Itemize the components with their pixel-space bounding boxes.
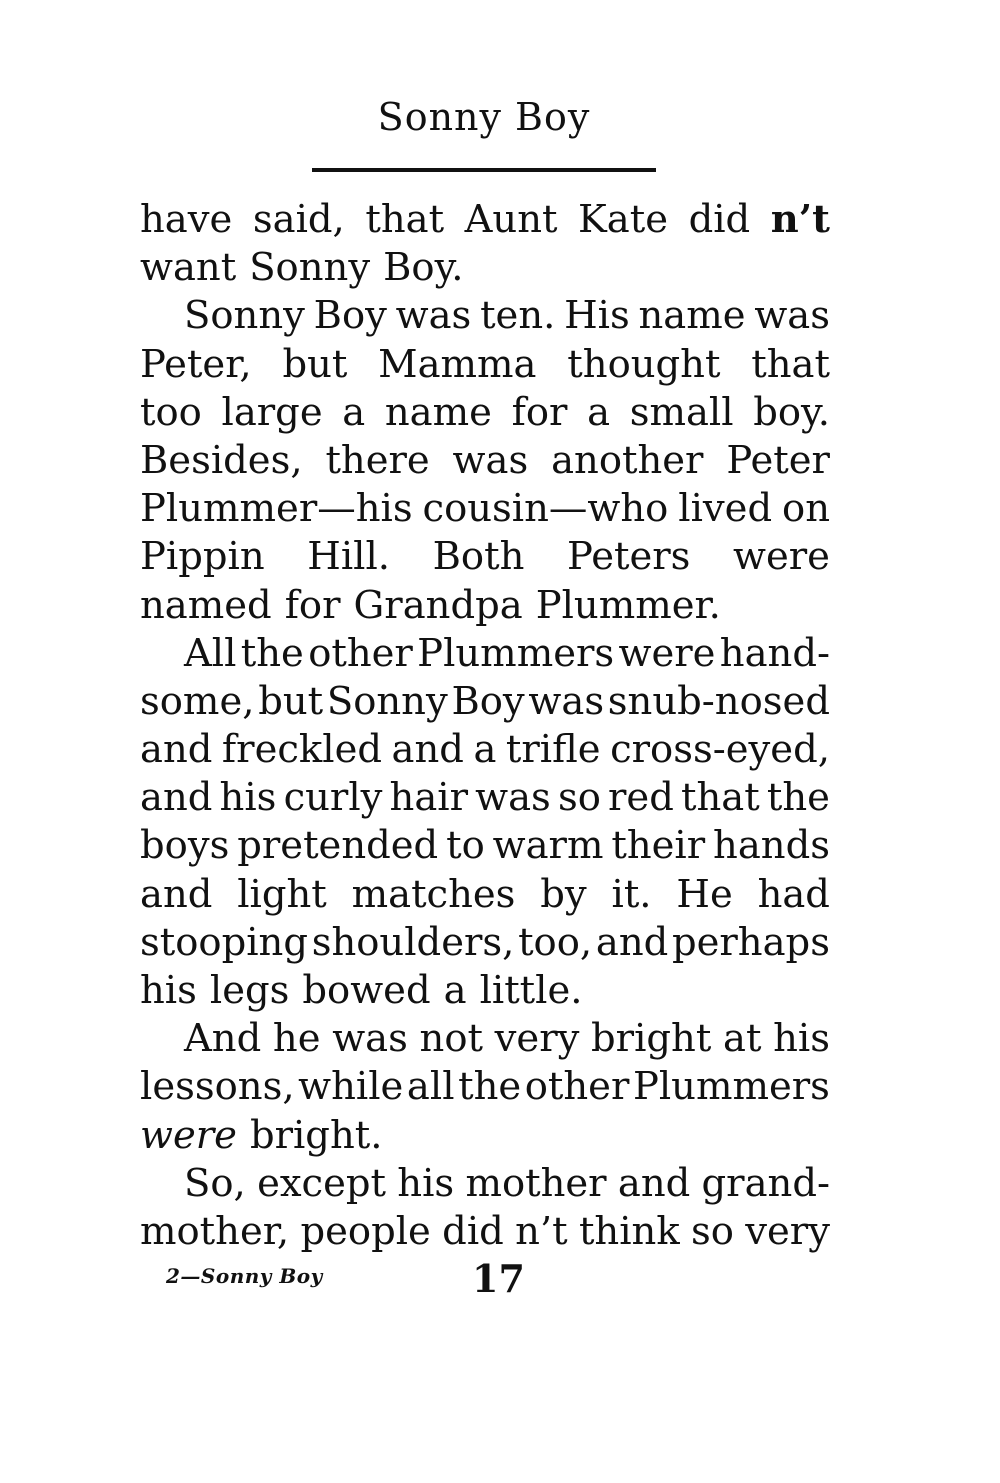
word: was <box>332 1016 408 1062</box>
word: were <box>733 534 830 580</box>
word: but <box>282 341 348 387</box>
word: lessons, <box>140 1064 295 1110</box>
word: and <box>140 871 213 917</box>
word: matches <box>351 871 516 917</box>
word: curly <box>283 775 383 821</box>
word: boy. <box>753 389 830 435</box>
word: other <box>308 630 413 676</box>
word: was <box>528 678 605 724</box>
word: bowed <box>302 968 431 1013</box>
word: their <box>611 823 706 869</box>
word: mother, <box>140 1208 290 1254</box>
word: freckled <box>221 727 382 773</box>
word: Sonny <box>249 245 371 291</box>
text-line <box>140 292 830 340</box>
text-line <box>140 1063 830 1111</box>
word: think <box>578 1208 680 1254</box>
word: that <box>681 775 760 821</box>
text-line <box>140 822 830 870</box>
word: but <box>258 678 324 724</box>
word: for <box>284 582 341 628</box>
text-line <box>140 967 830 1015</box>
word: the <box>240 630 304 676</box>
word: hair <box>389 775 468 821</box>
text-line <box>140 678 830 726</box>
word: so <box>557 775 601 821</box>
word: a <box>443 968 467 1013</box>
word: trifle <box>505 727 601 773</box>
word: Sonny <box>326 678 448 724</box>
word: Boy. <box>383 245 464 291</box>
word: very <box>494 1016 580 1062</box>
text-line <box>140 196 830 244</box>
word: boys <box>140 823 230 869</box>
word: red <box>608 775 674 821</box>
word: Aunt <box>464 197 558 242</box>
word: bright <box>591 1016 712 1062</box>
word: lived <box>678 486 773 532</box>
word: a <box>342 389 366 435</box>
word: And <box>184 1016 262 1062</box>
word: name <box>638 293 746 339</box>
word: some, <box>140 678 255 724</box>
word: little. <box>479 968 583 1013</box>
word: at <box>722 1016 762 1062</box>
word: that <box>751 341 830 387</box>
word: on <box>782 486 830 532</box>
word: and <box>140 775 213 821</box>
word: His <box>564 293 630 339</box>
word: small <box>629 389 734 435</box>
word: for <box>511 389 568 435</box>
word: Besides, <box>140 437 303 483</box>
word: Peter <box>726 437 830 483</box>
signature-mark: 2—Sonny Boy <box>166 1264 323 1288</box>
word: and <box>140 727 213 773</box>
text-line <box>140 871 830 919</box>
page-number: 17 <box>472 1256 525 1301</box>
word: did <box>688 197 751 242</box>
word: he <box>272 1016 321 1062</box>
word: stooping <box>140 919 308 965</box>
text-line <box>140 919 830 967</box>
word: was <box>475 775 551 821</box>
word: another <box>551 437 704 483</box>
word: his <box>773 1016 830 1062</box>
word: his <box>397 1160 455 1206</box>
word: not <box>419 1016 483 1062</box>
word: legs <box>209 968 290 1013</box>
word: He <box>676 871 733 917</box>
word: too <box>140 389 202 435</box>
text-line <box>140 341 830 389</box>
word: his <box>140 968 197 1013</box>
word: was <box>395 293 472 339</box>
text-line <box>140 582 830 630</box>
word: the <box>458 1064 522 1110</box>
running-header: Sonny Boy <box>377 95 591 139</box>
word: mother <box>465 1160 607 1206</box>
word: Mamma <box>378 341 537 387</box>
word: snub-nosed <box>607 678 830 724</box>
word: pretended <box>237 823 439 869</box>
text-line <box>140 630 830 678</box>
word: that <box>365 197 445 242</box>
word: a <box>473 727 497 773</box>
word: warm <box>492 823 604 869</box>
word: Plummer. <box>535 582 721 628</box>
word: Kate <box>578 197 669 242</box>
word: Boy <box>313 293 387 339</box>
text-line <box>140 533 830 581</box>
word: and <box>617 1160 691 1206</box>
word: thought <box>567 341 721 387</box>
word: n’t <box>770 197 830 242</box>
word: hand- <box>719 630 830 676</box>
text-line <box>140 437 830 485</box>
word: his <box>219 775 277 821</box>
word: n’t <box>515 1208 568 1254</box>
text-line <box>140 1112 830 1160</box>
word: was <box>452 437 529 483</box>
header-rule <box>312 168 656 172</box>
word: name <box>384 389 492 435</box>
word: so <box>691 1208 734 1254</box>
word: it. <box>611 871 652 917</box>
word: Grandpa <box>353 582 523 628</box>
word: Both <box>432 534 525 580</box>
word: by <box>540 871 587 917</box>
word: grand- <box>701 1160 830 1206</box>
word: there <box>325 437 430 483</box>
text-line <box>140 485 830 533</box>
text-line <box>140 774 830 822</box>
word: So, <box>184 1160 246 1206</box>
body-text <box>140 196 830 1256</box>
text-line <box>140 726 830 774</box>
word: had <box>757 871 830 917</box>
word: while <box>298 1064 404 1110</box>
word: all <box>406 1064 455 1110</box>
text-line <box>140 1208 830 1256</box>
word: and <box>391 727 464 773</box>
word: were <box>618 630 716 676</box>
word: Sonny <box>184 293 305 339</box>
word: Plummers <box>632 1064 830 1110</box>
word: named <box>140 582 272 628</box>
word: light <box>237 871 327 917</box>
word: said, <box>252 197 345 242</box>
text-line <box>140 1015 830 1063</box>
word: and <box>595 919 669 965</box>
word: Hill. <box>307 534 391 580</box>
word: want <box>140 245 237 291</box>
word: other <box>524 1064 630 1110</box>
word: very <box>745 1208 830 1254</box>
word: ten. <box>480 293 556 339</box>
word: Plummers <box>417 630 615 676</box>
word: hands <box>713 823 830 869</box>
word: All <box>184 630 237 676</box>
word: cousin—who <box>422 486 669 532</box>
word: the <box>766 775 830 821</box>
word: Boy <box>451 678 525 724</box>
word: cross-eyed, <box>610 727 830 773</box>
word: a <box>587 389 611 435</box>
text-line <box>140 389 830 437</box>
word: people <box>300 1208 431 1254</box>
word: Peter, <box>140 341 252 387</box>
word: Plummer—his <box>140 486 413 532</box>
word: perhaps <box>671 919 830 965</box>
word: did <box>442 1208 504 1254</box>
text-line <box>140 244 830 292</box>
word: Pippin <box>140 534 265 580</box>
word: too, <box>518 919 593 965</box>
text-line <box>140 1160 830 1208</box>
word: large <box>221 389 323 435</box>
word: was <box>754 293 830 339</box>
word: were <box>140 1112 237 1158</box>
word: Peters <box>567 534 691 580</box>
word: have <box>140 197 233 242</box>
word: shoulders, <box>311 919 515 965</box>
word: to <box>446 823 485 869</box>
word: bright. <box>249 1112 383 1158</box>
word: except <box>257 1160 387 1206</box>
